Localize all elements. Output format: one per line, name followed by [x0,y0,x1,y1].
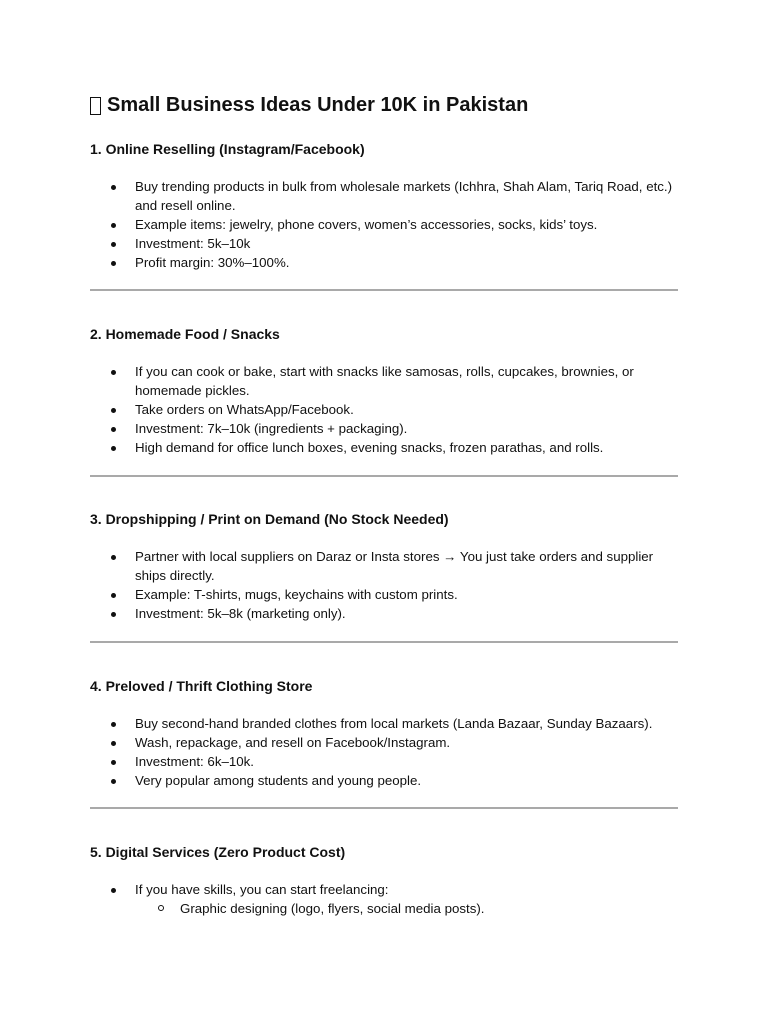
list-item [90,234,678,253]
bullet-icon [111,261,116,266]
list-item [90,714,678,733]
list-item [90,215,678,234]
list-item-text: Investment: 6k–10k. [135,754,254,769]
list-item-text: Investment: 5k–8k (marketing only). [135,606,346,621]
list-item-text: Very popular among students and young people. [135,773,422,788]
bullet-icon [111,427,116,432]
bullet-icon [111,223,116,228]
list-item [90,585,678,604]
section-thrift-clothing [90,676,678,790]
bullet-list [90,714,678,790]
sub-bullet-list [90,899,678,918]
list-item [90,419,678,438]
bullet-list [90,177,678,272]
list-item [90,177,678,215]
list-item [90,771,678,790]
list-item [90,438,678,457]
list-item [90,880,678,899]
section-digital-services [90,842,678,918]
list-item-text: Example items: jewelry, phone covers, women’s accessories, socks, kids’ toys. [135,217,598,232]
list-item [90,362,678,400]
section-dropshipping [90,509,678,623]
list-item-text: Investment: 7k–10k (ingredients + packaging). [135,421,408,436]
list-item-text: Take orders on WhatsApp/Facebook. [135,402,354,417]
section-heading: 1. Online Reselling (Instagram/Facebook) [90,141,365,157]
list-item-text: If you have skills, you can start freelancing: [135,882,389,897]
list-item [90,400,678,419]
bullet-list [90,547,678,623]
bullet-icon [111,185,116,190]
list-item-text: Example: T-shirts, mugs, keychains with custom prints. [135,587,458,602]
section-homemade-food [90,324,678,457]
missing-glyph-icon [90,97,101,115]
list-item [90,752,678,771]
section-heading: 2. Homemade Food / Snacks [90,326,280,342]
list-item-text: Buy trending products in bulk from wholesale markets (Ichhra, Shah Alam, Tariq Road, etc.) and resell online. [135,179,673,213]
horizontal-divider [90,475,678,477]
list-item [90,547,678,585]
bullet-icon [111,741,116,746]
bullet-icon [111,408,116,413]
page-title-text: Small Business Ideas Under 10K in Pakistan [107,94,529,116]
list-item-text: Buy second-hand branded clothes from local markets (Landa Bazaar, Sunday Bazaars). [135,716,653,731]
section-heading: 5. Digital Services (Zero Product Cost) [90,844,346,860]
list-item-text: High demand for office lunch boxes, evening snacks, frozen parathas, and rolls. [135,440,604,455]
list-item-text: Wash, repackage, and resell on Facebook/Instagram. [135,735,451,750]
bullet-icon [111,779,116,784]
list-item [90,733,678,752]
page-title [90,94,528,117]
horizontal-divider [90,807,678,809]
bullet-icon [111,760,116,765]
list-item-text: Investment: 5k–10k [135,236,251,251]
list-item-text: If you can cook or bake, start with snacks like samosas, rolls, cupcakes, brownies, or homemade pickles. [135,364,634,398]
bullet-icon [111,242,116,247]
list-item-text: Profit margin: 30%–100%. [135,255,290,270]
bullet-icon [111,370,116,375]
bullet-list [90,362,678,457]
horizontal-divider [90,641,678,643]
list-item-text: Partner with local suppliers on Daraz or Insta stores → You just take orders and supplier ships directly. [135,549,654,583]
list-item [90,253,678,272]
bullet-icon [111,612,116,617]
sub-list-item [90,899,678,918]
list-item [90,604,678,623]
bullet-icon [111,446,116,451]
section-heading: 3. Dropshipping / Print on Demand (No Stock Needed) [90,511,449,527]
section-heading: 4. Preloved / Thrift Clothing Store [90,678,313,694]
sub-list-item-text: Graphic designing (logo, flyers, social media posts). [180,901,485,916]
bullet-icon [111,722,116,727]
bullet-icon [111,888,116,893]
section-online-reselling [90,139,678,272]
hollow-bullet-icon [158,905,164,911]
bullet-list [90,880,678,899]
bullet-icon [111,593,116,598]
horizontal-divider [90,289,678,291]
bullet-icon [111,555,116,560]
